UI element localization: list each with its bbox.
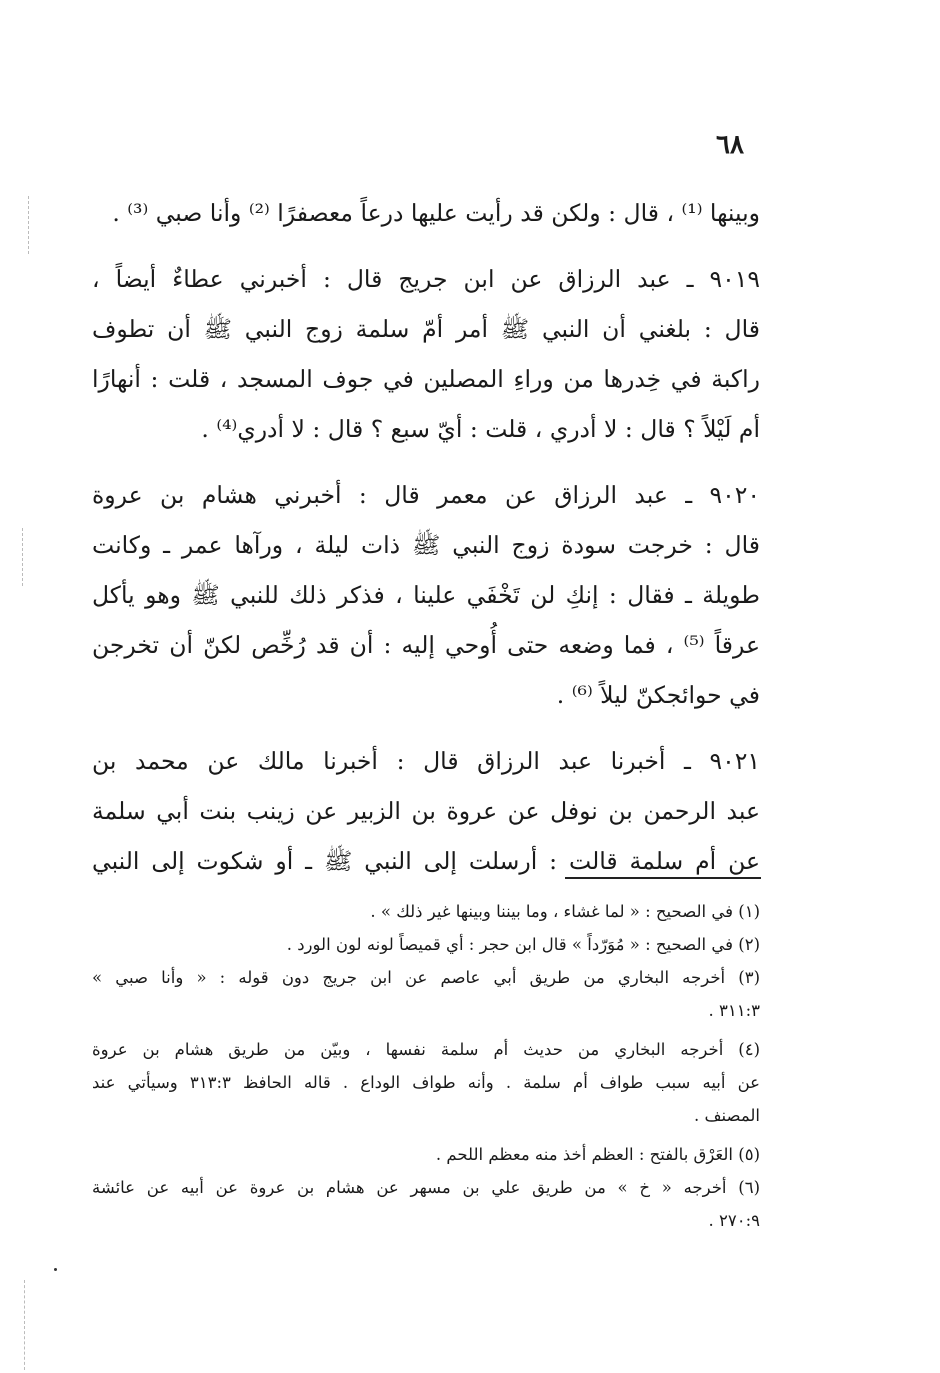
footnote-1: (١) في الصحيح : « لما غشاء ، وما بيننا وبينها غير ذلك » . bbox=[370, 902, 760, 921]
footnote-3-continued: ٣١١:٣ . bbox=[708, 1001, 760, 1020]
text-line: ٩٠٢٠ ـ عبد الرزاق عن معمر قال : أخبرني هشام بن عروة bbox=[92, 481, 760, 509]
margin-mark bbox=[22, 528, 23, 586]
text-line: راكبة في خِدرها من وراءِ المصلين في جوف المسجد ، قلت : أنهارًا bbox=[92, 365, 760, 393]
footnotes bbox=[92, 895, 760, 1237]
text-line: عرقاً ⁽⁵⁾ ، فما وضعه حتى أُوحي إليه : أن قد رُخِّص لكنّ أن تخرجن bbox=[92, 631, 761, 659]
footnote-2: (٢) في الصحيح : « مُوَرّداً » قال ابن حجر : أي قميصاً لونه لون الورد . bbox=[286, 935, 760, 954]
text-line: في حوائجكنّ ليلاً ⁽⁶⁾ . bbox=[556, 681, 760, 709]
footnote-3: (٣) أخرجه البخاري من طريق أبي عاصم عن ابن جريج دون قوله : « وأنا صبي » bbox=[92, 968, 760, 987]
page-number: ٦٨ bbox=[716, 130, 744, 160]
footnote-4: (٤) أخرجه البخاري من حديث أم سلمة نفسها ، وبيّن من طريق هشام بن عروة bbox=[92, 1040, 760, 1059]
text-line: طويلة ـ فقال : إنكِ لن تَخْفَي علينا ، فذكر ذلك للنبي ﷺ وهو يأكل bbox=[92, 581, 761, 609]
footnote-6: (٦) أخرجه « خ » من طريق علي بن مسهر عن هشام بن عروة عن أبيه عن عائشة bbox=[92, 1178, 760, 1197]
footnote-6-continued: ٢٧٠:٩ . bbox=[708, 1211, 760, 1230]
margin-mark bbox=[28, 196, 29, 254]
text-line: قال : بلغني أن النبي ﷺ أمر أمّ سلمة زوج النبي ﷺ أن تطوف bbox=[92, 315, 760, 343]
text-line: ٩٠٢١ ـ أخبرنا عبد الرزاق قال : أخبرنا مالك عن محمد بن bbox=[92, 747, 760, 775]
text-line: قال : خرجت سودة زوج النبي ﷺ ذات ليلة ، ورآها عمر ـ وكانت bbox=[92, 531, 760, 559]
footnote-divider bbox=[565, 877, 761, 879]
speck bbox=[54, 1268, 57, 1271]
footnote-5: (٥) العَرْق بالفتح : العظم أخذ منه معظم اللحم . bbox=[435, 1145, 760, 1164]
text-line: عبد الرحمن بن نوفل عن عروة بن الزبير عن زينب بنت أبي سلمة bbox=[92, 797, 760, 825]
text-line: عن أم سلمة قالت : أرسلت إلى النبي ﷺ ـ أو شكوت إلى النبي bbox=[92, 847, 760, 875]
text-line: ٩٠١٩ ـ عبد الرزاق عن ابن جريج قال : أخبرني عطاءٌ أيضاً ، bbox=[92, 265, 760, 293]
text-line: وبينها ⁽¹⁾ ، قال : ولكن قد رأيت عليها درعاً معصفرًا ⁽²⁾ وأنا صبي ⁽³⁾ . bbox=[112, 199, 760, 227]
margin-mark bbox=[24, 1280, 25, 1370]
footnote-4-continued: المصنف . bbox=[693, 1106, 760, 1125]
footnote-4-continued: عن أبيه سبب طواف أم سلمة . وأنه طواف الوداع . قاله الحافظ ٣١٣:٣ وسيأتي عند bbox=[92, 1073, 761, 1092]
main-text bbox=[92, 188, 760, 886]
text-line: أم لَيْلاً ؟ قال : لا أدري ، قلت : أيّ سبع ؟ قال : لا أدري⁽⁴⁾ . bbox=[201, 415, 760, 443]
